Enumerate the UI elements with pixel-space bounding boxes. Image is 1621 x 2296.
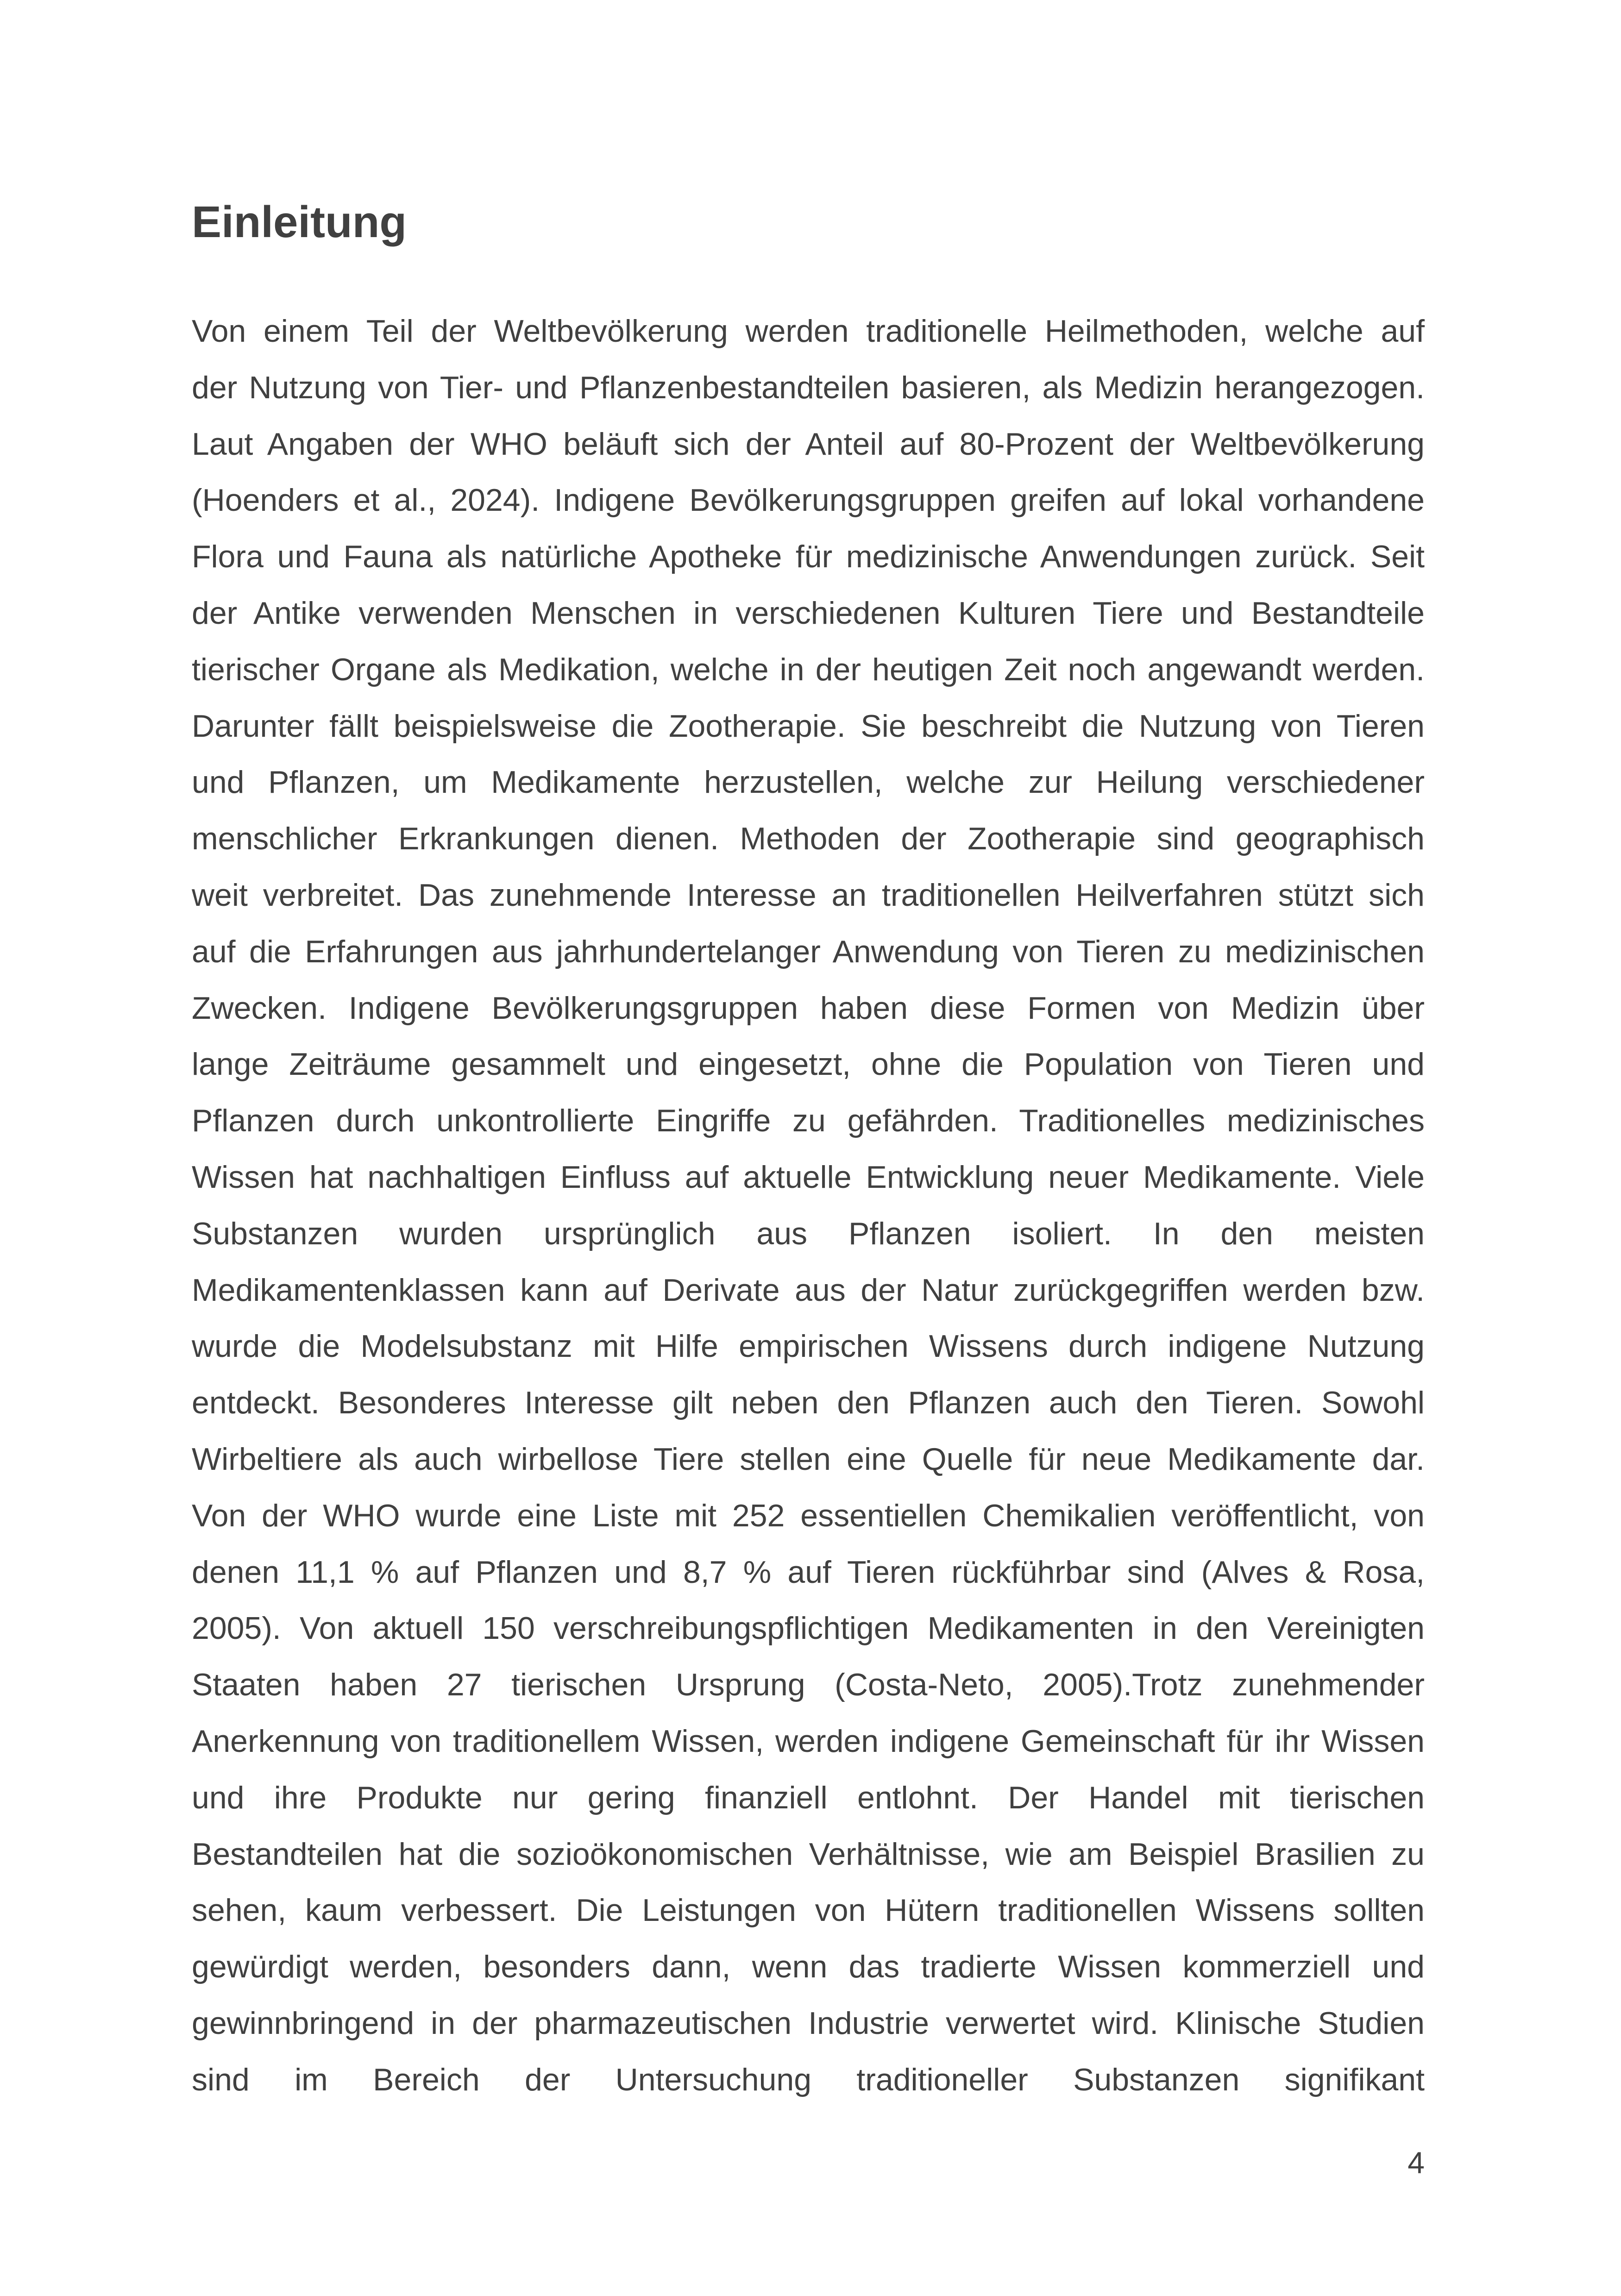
text-line: denen 11,1 % auf Pflanzen und 8,7 % auf Tieren rückführbar sind (Alves & Rosa, bbox=[192, 1554, 1425, 1590]
text-line: entdeckt. Besonderes Interesse gilt neben den Pflanzen auch den Tieren. Sowohl bbox=[192, 1385, 1425, 1421]
text-line: und ihre Produkte nur gering finanziell entlohnt. Der Handel mit tierischen bbox=[192, 1780, 1425, 1815]
text-line: und Pflanzen, um Medikamente herzustellen, welche zur Heilung verschiedener bbox=[192, 765, 1425, 800]
text-line: auf die Erfahrungen aus jahrhundertelanger Anwendung von Tieren zu medizinischen bbox=[192, 934, 1425, 969]
text-line: tierischer Organe als Medikation, welche in der heutigen Zeit noch angewandt werden. bbox=[192, 652, 1425, 687]
text-line: der Nutzung von Tier- und Pflanzenbestandteilen basieren, als Medizin herangezogen. bbox=[192, 370, 1425, 405]
text-line: Substanzen wurden ursprünglich aus Pflanzen isoliert. In den meisten bbox=[192, 1216, 1425, 1251]
text-line: gewürdigt werden, besonders dann, wenn das tradierte Wissen kommerziell und bbox=[192, 1949, 1425, 1985]
text-line: Zwecken. Indigene Bevölkerungsgruppen haben diese Formen von Medizin über bbox=[192, 990, 1425, 1026]
text-line: Von einem Teil der Weltbevölkerung werden traditionelle Heilmethoden, welche auf bbox=[192, 314, 1425, 349]
text-line: sehen, kaum verbessert. Die Leistungen von Hütern traditionellen Wissens sollten bbox=[192, 1893, 1425, 1928]
text-line: Wissen hat nachhaltigen Einfluss auf aktuelle Entwicklung neuer Medikamente. Viele bbox=[192, 1159, 1425, 1195]
text-line: Medikamentenklassen kann auf Derivate aus der Natur zurückgegriffen werden bzw. bbox=[192, 1272, 1425, 1308]
text-line: weit verbreitet. Das zunehmende Interesse an traditionellen Heilverfahren stützt sich bbox=[192, 877, 1425, 913]
text-line: gewinnbringend in der pharmazeutischen Industrie verwertet wird. Klinische Studien bbox=[192, 2005, 1425, 2041]
text-line: wurde die Modelsubstanz mit Hilfe empirischen Wissens durch indigene Nutzung bbox=[192, 1329, 1425, 1364]
body-paragraph bbox=[192, 303, 1425, 2108]
text-line: 2005). Von aktuell 150 verschreibungspflichtigen Medikamenten in den Vereinigten bbox=[192, 1611, 1425, 1646]
text-line: menschlicher Erkrankungen dienen. Methoden der Zootherapie sind geographisch bbox=[192, 821, 1425, 857]
text-line: Darunter fällt beispielsweise die Zootherapie. Sie beschreibt die Nutzung von Tieren bbox=[192, 708, 1425, 744]
text-line: Laut Angaben der WHO beläuft sich der Anteil auf 80-Prozent der Weltbevölkerung bbox=[192, 426, 1425, 462]
text-line: Anerkennung von traditionellem Wissen, werden indigene Gemeinschaft für ihr Wissen bbox=[192, 1723, 1425, 1759]
text-line: lange Zeiträume gesammelt und eingesetzt, ohne die Population von Tieren und bbox=[192, 1047, 1425, 1082]
text-line: (Hoenders et al., 2024). Indigene Bevölkerungsgruppen greifen auf lokal vorhandene bbox=[192, 483, 1425, 518]
text-line: der Antike verwenden Menschen in verschiedenen Kulturen Tiere und Bestandteile bbox=[192, 595, 1425, 631]
text-line: Pflanzen durch unkontrollierte Eingriffe zu gefährden. Traditionelles medizinisches bbox=[192, 1103, 1425, 1139]
text-line: sind im Bereich der Untersuchung traditioneller Substanzen signifikant bbox=[192, 2062, 1425, 2097]
text-line: Flora und Fauna als natürliche Apotheke für medizinische Anwendungen zurück. Seit bbox=[192, 539, 1425, 575]
page-number: 4 bbox=[1407, 2145, 1425, 2180]
text-line: Staaten haben 27 tierischen Ursprung (Costa-Neto, 2005).Trotz zunehmender bbox=[192, 1667, 1425, 1703]
text-line: Bestandteilen hat die sozioökonomischen Verhältnisse, wie am Beispiel Brasilien zu bbox=[192, 1836, 1425, 1872]
text-line: Von der WHO wurde eine Liste mit 252 essentiellen Chemikalien veröffentlicht, von bbox=[192, 1498, 1425, 1533]
section-heading: Einleitung bbox=[192, 197, 407, 247]
text-line: Wirbeltiere als auch wirbellose Tiere stellen eine Quelle für neue Medikamente dar. bbox=[192, 1441, 1425, 1477]
